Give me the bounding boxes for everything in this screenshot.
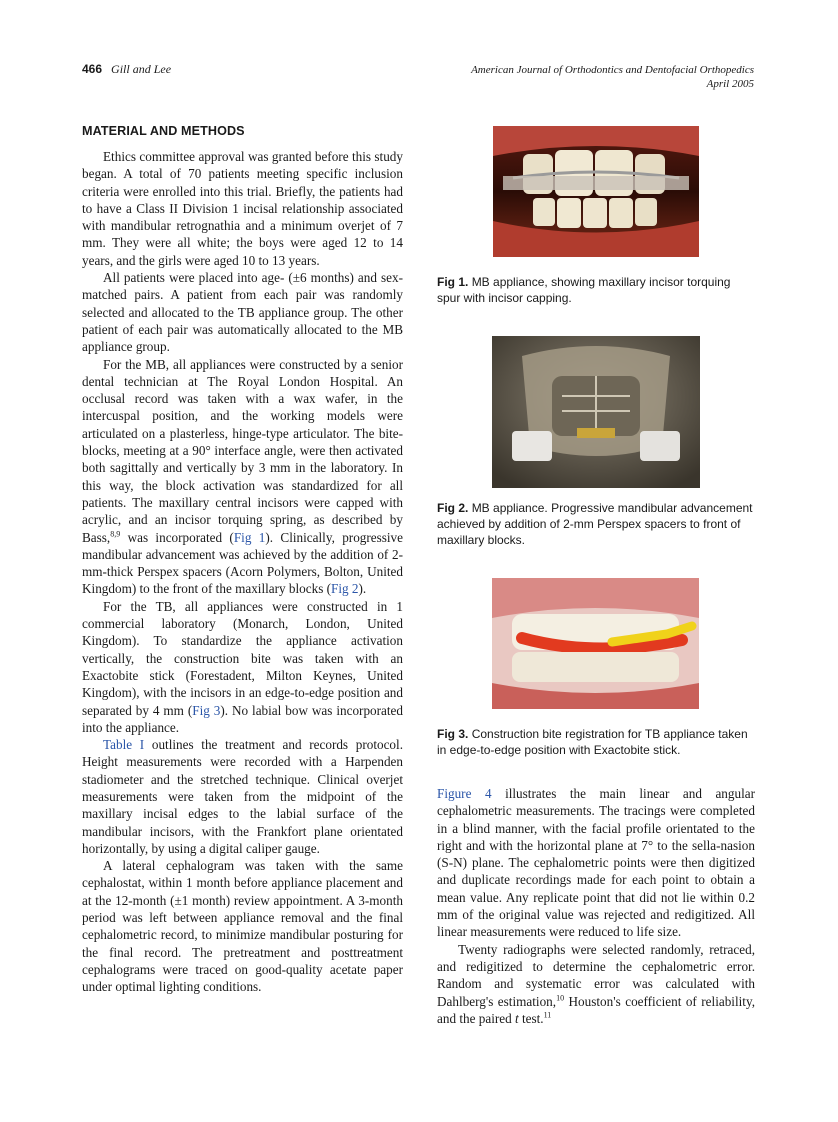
text-run: Houston's coefficient of reliability, and the paired <box>437 993 755 1026</box>
paragraph <box>82 736 403 857</box>
figure-1-photo <box>493 126 699 257</box>
figure-2-caption <box>437 500 755 548</box>
paragraph <box>437 785 755 941</box>
journal-title: American Journal of Orthodontics and Dentofacial Orthopedics <box>471 64 754 76</box>
paragraph: Ethics committee approval was granted before this study began. A total of 70 patients meeting specific inclusion criteria were enrolled into this trial. Briefly, the patients had to have a Class II Division 1 incisal relationship associated with mandibular retrognathia and a minimum overjet of 7 mm. They were all white; the boys were aged 12 to 14 years, and the girls were aged 10 to 13 years. <box>82 149 403 268</box>
figure-label: Fig 3. <box>437 727 469 741</box>
figure-label: Fig 2. <box>437 501 469 515</box>
text-run: ). <box>358 581 367 597</box>
page-number: 466 <box>82 62 103 76</box>
figure-label: Fig 1. <box>437 275 469 289</box>
paragraph <box>437 941 755 1027</box>
paragraph <box>82 598 403 736</box>
citation[interactable]: 11 <box>543 1010 552 1020</box>
text-run: test. <box>518 1010 544 1026</box>
text-run: For the MB, all appliances were constructed by a senior dental technician at The Royal London Hospital. An occlusal record was taken with a wax wafer, in the intercuspal position, and the working models were articulated on a plasterless, hinge-type articulator. The bite-blocks, meeting at a 90° interface angle, were then activated both sagittally and vertically by 3 mm in the laboratory. In this way, the block activation was standardized for all patients. The maxillary central incisors were capped with acrylic, and an incisor torquing spring, as described by Bass, <box>82 356 403 545</box>
section-heading: MATERIAL AND METHODS <box>82 124 245 138</box>
text-run: t <box>515 1010 519 1026</box>
running-authors: Gill and Lee <box>111 62 172 76</box>
caption-text: MB appliance. Progressive mandibular advancement achieved by addition of 2-mm Perspex spacers to front of maxillary blocks. <box>437 501 753 547</box>
citation[interactable]: 8,9 <box>110 529 121 539</box>
running-header-left <box>82 62 171 77</box>
text-run: Twenty radiographs were selected randomly, retraced, and redigitized to determine the cephalometric error. Random and systematic error was calculated with Dahlberg's estimation, <box>437 941 755 1009</box>
caption-text: Construction bite registration for TB appliance taken in edge-to-edge position with Exactobite stick. <box>437 727 748 757</box>
figure-link[interactable]: Fig 3 <box>192 702 221 718</box>
figure-1-caption <box>437 274 755 306</box>
figure-2-photo <box>492 336 700 488</box>
figure-3-photo <box>492 578 699 709</box>
text-run: For the TB, all appliances were constructed in 1 commercial laboratory (Monarch, London, United Kingdom). To standardize the appliance activation vertically, the construction bite was taken with an Exactobite stick (Forestadent, Milton Keynes, United Kingdom), with the incisors in an edge-to-edge position and separated by 4 mm ( <box>82 598 403 718</box>
citation[interactable]: 10 <box>556 993 565 1003</box>
figure-link[interactable]: Figure 4 <box>437 786 492 801</box>
right-column <box>437 785 755 1027</box>
caption-text: MB appliance, showing maxillary incisor torquing spur with incisor capping. <box>437 275 731 305</box>
issue-date: April 2005 <box>706 78 754 90</box>
text-run: illustrates the main linear and angular cephalometric measurements. The tracings were completed in a blind manner, with the facial profile orientated to the right and with the horizontal plane at 7° to the sella-nasion (S-N) plane. The cephalometric points were then digitized and duplicate recordings made for each point to obtain a mean value. Any replicate point that did not lie within 0.2 mm of the original value was rejected and redigitized. All linear measurements were reduced to life size. <box>437 786 755 940</box>
text-run: ). Clinically, progressive mandibular advancement was achieved by the addition of 2-mm-thick Perspex spacers (Acorn Polymers, Bolton, United Kingdom) to the front of the maxillary blocks ( <box>82 529 404 597</box>
paragraph: All patients were placed into age- (±6 months) and sex-matched pairs. A patient from each pair was randomly selected and allocated to the TB appliance group. The other patient of each pair was automatically allocated to the MB appliance group. <box>82 270 403 355</box>
figure-link[interactable]: Fig 2 <box>331 581 359 597</box>
text-run: ). No labial bow was incorporated into the appliance. <box>82 702 403 735</box>
paragraph <box>82 356 403 598</box>
text-run: was incorporated ( <box>120 529 234 545</box>
text-run: outlines the treatment and records protocol. Height measurements were recorded with a Harpenden stadiometer and the stretched technique. Clinical overjet measurements were taken from the midpoint of the maxillary incisal edges to the labial surface of the mandibular incisors, with the Frankfort plane orientated horizontally, by using a digital caliper gauge. <box>82 737 403 856</box>
running-header-right <box>471 63 754 91</box>
left-column <box>82 124 403 996</box>
table-link[interactable]: Table I <box>103 737 145 753</box>
paragraph: A lateral cephalogram was taken with the same cephalostat, within 1 month before appliance placement and at the 12-month (±1 month) review appointment. A 3-month period was left between appliance removal and the final cephalometric record, to minimize mandibular posturing for the final record. The pretreatment and posttreatment cephalograms were traced on good-quality acetate paper under optimal lighting conditions. <box>82 858 403 995</box>
figure-link[interactable]: Fig 1 <box>233 529 266 545</box>
figure-3-caption <box>437 726 755 758</box>
